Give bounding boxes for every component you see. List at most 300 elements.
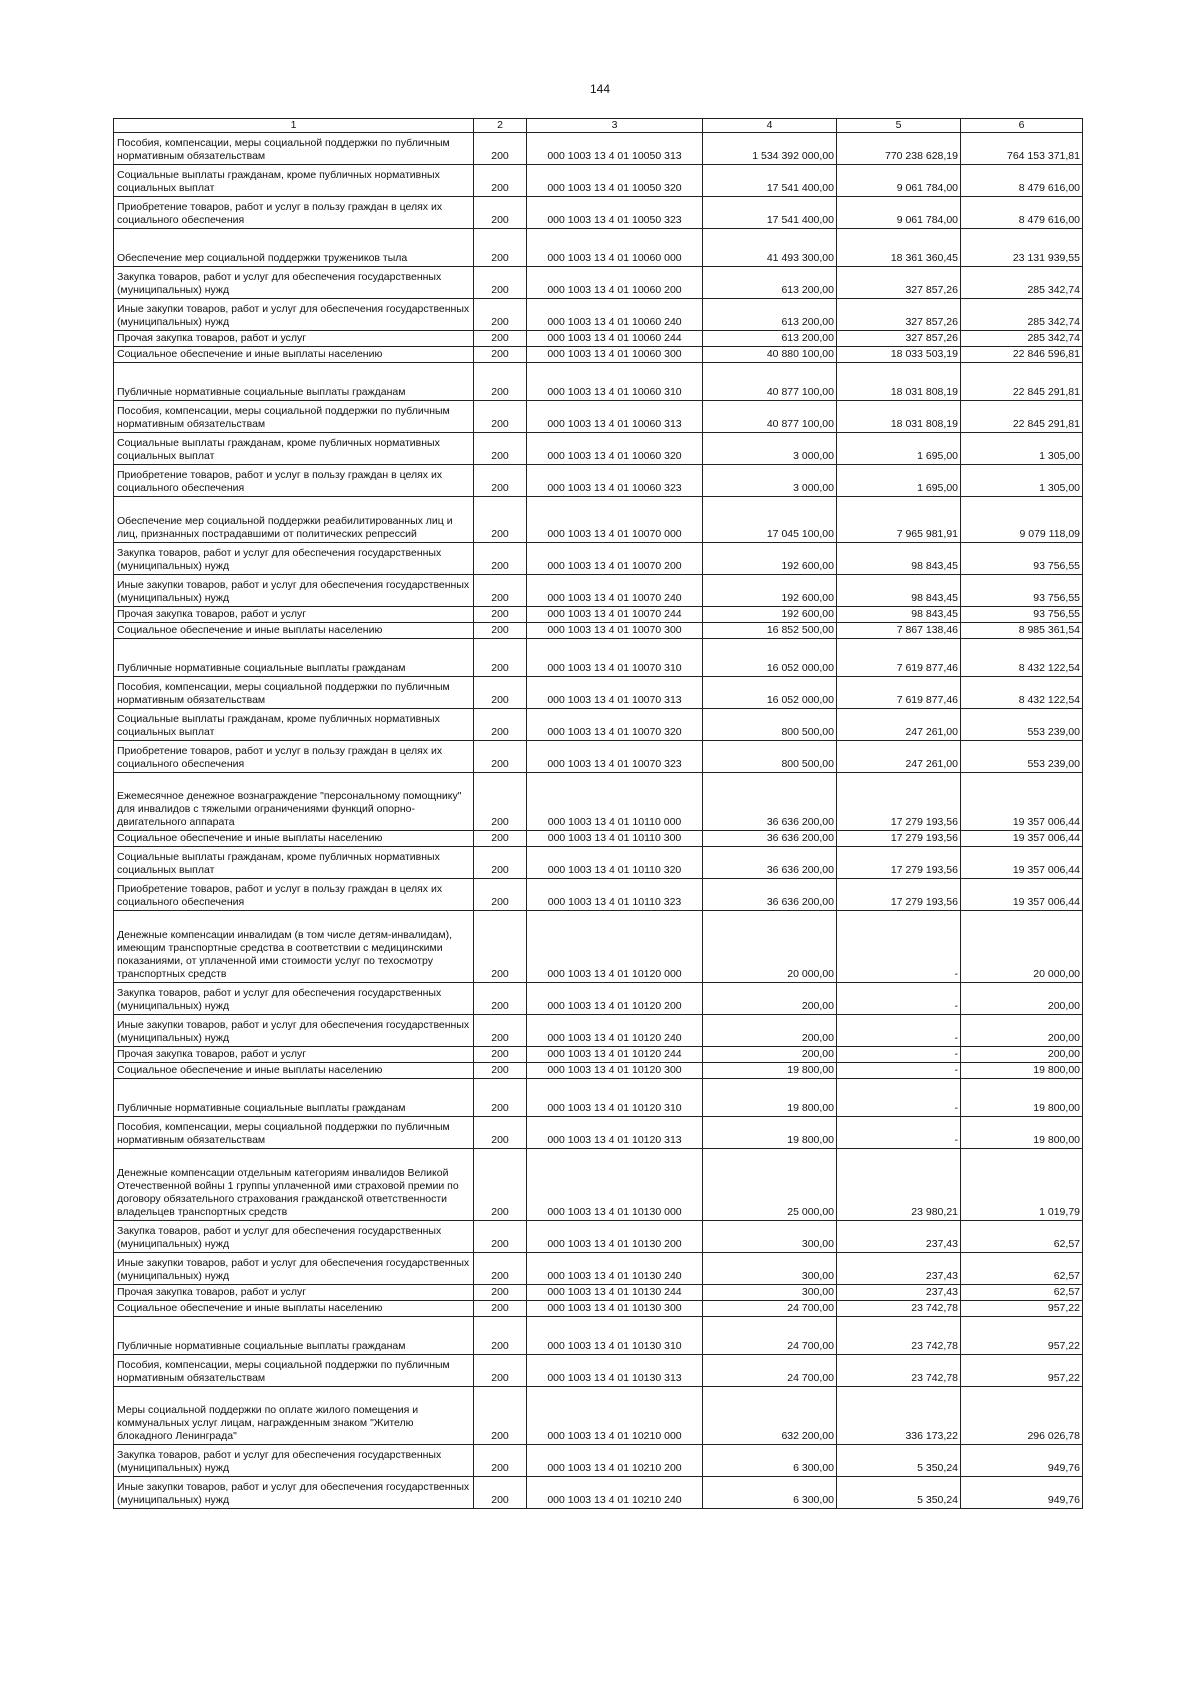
row-name: Приобретение товаров, работ и услуг в пользу граждан в целях их социального обеспечения [114, 741, 474, 773]
row-executed: 237,43 [837, 1285, 961, 1301]
table-row [114, 133, 1083, 165]
row-approved: 200,00 [703, 1047, 837, 1063]
row-budget-code: 000 1003 13 4 01 10060 200 [527, 267, 703, 299]
row-unexecuted: 93 756,55 [961, 575, 1083, 607]
table-row [114, 331, 1083, 347]
row-name: Социальные выплаты гражданам, кроме публичных нормативных социальных выплат [114, 165, 474, 197]
row-executed: 23 980,21 [837, 1149, 961, 1221]
row-approved: 192 600,00 [703, 607, 837, 623]
row-executed: 7 619 877,46 [837, 677, 961, 709]
row-line-code: 200 [474, 831, 527, 847]
row-line-code: 200 [474, 879, 527, 911]
row-approved: 6 300,00 [703, 1445, 837, 1477]
row-line-code: 200 [474, 1047, 527, 1063]
table-body [114, 133, 1083, 1509]
row-approved: 40 877 100,00 [703, 363, 837, 401]
row-budget-code: 000 1003 13 4 01 10070 200 [527, 543, 703, 575]
row-executed: 7 965 981,91 [837, 497, 961, 543]
row-budget-code: 000 1003 13 4 01 10060 300 [527, 347, 703, 363]
row-budget-code: 000 1003 13 4 01 10120 300 [527, 1063, 703, 1079]
row-line-code: 200 [474, 575, 527, 607]
row-line-code: 200 [474, 433, 527, 465]
header-col-4: 4 [703, 119, 837, 133]
row-executed: - [837, 1015, 961, 1047]
row-line-code: 200 [474, 677, 527, 709]
row-executed: 18 031 808,19 [837, 363, 961, 401]
row-line-code: 200 [474, 465, 527, 497]
row-name: Иные закупки товаров, работ и услуг для обеспечения государственных (муниципальных) нужд [114, 299, 474, 331]
row-approved: 800 500,00 [703, 709, 837, 741]
row-executed: 17 279 193,56 [837, 831, 961, 847]
table-row [114, 1117, 1083, 1149]
row-approved: 36 636 200,00 [703, 879, 837, 911]
row-name: Закупка товаров, работ и услуг для обеспечения государственных (муниципальных) нужд [114, 1221, 474, 1253]
row-executed: 17 279 193,56 [837, 847, 961, 879]
row-approved: 613 200,00 [703, 331, 837, 347]
row-name: Пособия, компенсации, меры социальной поддержки по публичным нормативным обязательствам [114, 133, 474, 165]
row-approved: 40 877 100,00 [703, 401, 837, 433]
row-approved: 19 800,00 [703, 1079, 837, 1117]
table-row [114, 1079, 1083, 1117]
row-budget-code: 000 1003 13 4 01 10110 000 [527, 773, 703, 831]
row-line-code: 200 [474, 267, 527, 299]
row-line-code: 200 [474, 847, 527, 879]
row-unexecuted: 19 800,00 [961, 1063, 1083, 1079]
row-name: Публичные нормативные социальные выплаты гражданам [114, 1079, 474, 1117]
row-name: Закупка товаров, работ и услуг для обеспечения государственных (муниципальных) нужд [114, 1445, 474, 1477]
row-approved: 3 000,00 [703, 433, 837, 465]
row-unexecuted: 19 357 006,44 [961, 879, 1083, 911]
row-unexecuted: 1 305,00 [961, 433, 1083, 465]
row-unexecuted: 93 756,55 [961, 607, 1083, 623]
row-approved: 192 600,00 [703, 543, 837, 575]
row-line-code: 200 [474, 1285, 527, 1301]
row-name: Социальные выплаты гражданам, кроме публичных нормативных социальных выплат [114, 709, 474, 741]
row-name: Приобретение товаров, работ и услуг в пользу граждан в целях их социального обеспечения [114, 465, 474, 497]
row-name: Прочая закупка товаров, работ и услуг [114, 607, 474, 623]
row-unexecuted: 285 342,74 [961, 331, 1083, 347]
row-budget-code: 000 1003 13 4 01 10130 244 [527, 1285, 703, 1301]
row-approved: 25 000,00 [703, 1149, 837, 1221]
row-budget-code: 000 1003 13 4 01 10130 300 [527, 1301, 703, 1317]
row-approved: 613 200,00 [703, 299, 837, 331]
row-name: Закупка товаров, работ и услуг для обеспечения государственных (муниципальных) нужд [114, 543, 474, 575]
row-executed: 247 261,00 [837, 709, 961, 741]
row-unexecuted: 1 019,79 [961, 1149, 1083, 1221]
row-budget-code: 000 1003 13 4 01 10120 000 [527, 911, 703, 983]
row-budget-code: 000 1003 13 4 01 10210 200 [527, 1445, 703, 1477]
row-name: Социальные выплаты гражданам, кроме публичных нормативных социальных выплат [114, 433, 474, 465]
row-executed: 327 857,26 [837, 331, 961, 347]
row-name: Пособия, компенсации, меры социальной поддержки по публичным нормативным обязательствам [114, 677, 474, 709]
row-unexecuted: 553 239,00 [961, 709, 1083, 741]
header-row [114, 119, 1083, 133]
row-line-code: 200 [474, 1387, 527, 1445]
row-name: Публичные нормативные социальные выплаты гражданам [114, 363, 474, 401]
row-approved: 41 493 300,00 [703, 229, 837, 267]
table-row [114, 575, 1083, 607]
row-executed: 23 742,78 [837, 1317, 961, 1355]
row-approved: 19 800,00 [703, 1117, 837, 1149]
row-executed: 770 238 628,19 [837, 133, 961, 165]
row-executed: 18 031 808,19 [837, 401, 961, 433]
row-approved: 24 700,00 [703, 1301, 837, 1317]
row-approved: 613 200,00 [703, 267, 837, 299]
row-approved: 17 541 400,00 [703, 165, 837, 197]
row-executed: - [837, 983, 961, 1015]
table-row [114, 543, 1083, 575]
table-row [114, 1253, 1083, 1285]
row-line-code: 200 [474, 331, 527, 347]
table-row [114, 1387, 1083, 1445]
row-unexecuted: 19 800,00 [961, 1079, 1083, 1117]
row-line-code: 200 [474, 299, 527, 331]
row-budget-code: 000 1003 13 4 01 10070 244 [527, 607, 703, 623]
row-name: Денежные компенсации инвалидам (в том числе детям-инвалидам), имеющим транспортные средства в соответствии с медицинскими показаниями, от уплаченной ими стоимости услуг по техосмотру транспортных средств [114, 911, 474, 983]
row-line-code: 200 [474, 983, 527, 1015]
row-approved: 16 852 500,00 [703, 623, 837, 639]
row-line-code: 200 [474, 1015, 527, 1047]
row-approved: 19 800,00 [703, 1063, 837, 1079]
row-unexecuted: 23 131 939,55 [961, 229, 1083, 267]
row-name: Иные закупки товаров, работ и услуг для обеспечения государственных (муниципальных) нужд [114, 575, 474, 607]
row-line-code: 200 [474, 1445, 527, 1477]
row-line-code: 200 [474, 543, 527, 575]
row-unexecuted: 8 432 122,54 [961, 677, 1083, 709]
row-executed: 23 742,78 [837, 1355, 961, 1387]
row-budget-code: 000 1003 13 4 01 10070 313 [527, 677, 703, 709]
row-name: Ежемесячное денежное вознаграждение "персональному помощнику" для инвалидов с тяжелыми ограничениями функций опорно-двигательного аппарата [114, 773, 474, 831]
row-unexecuted: 8 432 122,54 [961, 639, 1083, 677]
table-row [114, 1355, 1083, 1387]
row-executed: - [837, 1047, 961, 1063]
row-line-code: 200 [474, 1117, 527, 1149]
row-budget-code: 000 1003 13 4 01 10070 240 [527, 575, 703, 607]
row-unexecuted: 8 479 616,00 [961, 197, 1083, 229]
row-name: Закупка товаров, работ и услуг для обеспечения государственных (муниципальных) нужд [114, 983, 474, 1015]
table-row [114, 433, 1083, 465]
row-budget-code: 000 1003 13 4 01 10110 323 [527, 879, 703, 911]
row-approved: 192 600,00 [703, 575, 837, 607]
row-line-code: 200 [474, 165, 527, 197]
row-budget-code: 000 1003 13 4 01 10060 320 [527, 433, 703, 465]
table-row [114, 1317, 1083, 1355]
row-line-code: 200 [474, 1477, 527, 1509]
row-budget-code: 000 1003 13 4 01 10070 320 [527, 709, 703, 741]
row-approved: 36 636 200,00 [703, 831, 837, 847]
row-unexecuted: 957,22 [961, 1355, 1083, 1387]
row-name: Денежные компенсации отдельным категориям инвалидов Великой Отечественной войны 1 группы уплаченной ими страховой премии по договору обязательного страхования гражданской ответственности владельцев транспортных средств [114, 1149, 474, 1221]
row-line-code: 200 [474, 1149, 527, 1221]
row-name: Социальное обеспечение и иные выплаты населению [114, 1063, 474, 1079]
row-executed: 18 361 360,45 [837, 229, 961, 267]
row-budget-code: 000 1003 13 4 01 10210 000 [527, 1387, 703, 1445]
row-name: Иные закупки товаров, работ и услуг для обеспечения государственных (муниципальных) нужд [114, 1015, 474, 1047]
row-executed: 327 857,26 [837, 299, 961, 331]
table-row [114, 1285, 1083, 1301]
row-unexecuted: 949,76 [961, 1477, 1083, 1509]
row-executed: 18 033 503,19 [837, 347, 961, 363]
row-approved: 200,00 [703, 983, 837, 1015]
row-budget-code: 000 1003 13 4 01 10120 310 [527, 1079, 703, 1117]
row-line-code: 200 [474, 607, 527, 623]
row-budget-code: 000 1003 13 4 01 10130 313 [527, 1355, 703, 1387]
row-line-code: 200 [474, 911, 527, 983]
row-approved: 17 541 400,00 [703, 197, 837, 229]
table-row [114, 831, 1083, 847]
row-budget-code: 000 1003 13 4 01 10060 310 [527, 363, 703, 401]
header-col-6: 6 [961, 119, 1083, 133]
table-row [114, 677, 1083, 709]
table-row [114, 639, 1083, 677]
row-budget-code: 000 1003 13 4 01 10050 313 [527, 133, 703, 165]
row-executed: - [837, 911, 961, 983]
row-line-code: 200 [474, 773, 527, 831]
row-executed: 5 350,24 [837, 1445, 961, 1477]
table-row [114, 1221, 1083, 1253]
row-executed: 17 279 193,56 [837, 773, 961, 831]
row-approved: 632 200,00 [703, 1387, 837, 1445]
row-unexecuted: 8 479 616,00 [961, 165, 1083, 197]
table-row [114, 363, 1083, 401]
row-name: Прочая закупка товаров, работ и услуг [114, 331, 474, 347]
row-line-code: 200 [474, 229, 527, 267]
row-unexecuted: 62,57 [961, 1221, 1083, 1253]
row-line-code: 200 [474, 363, 527, 401]
row-unexecuted: 22 845 291,81 [961, 401, 1083, 433]
row-line-code: 200 [474, 197, 527, 229]
row-executed: 1 695,00 [837, 433, 961, 465]
table-row [114, 709, 1083, 741]
row-unexecuted: 200,00 [961, 1047, 1083, 1063]
row-name: Меры социальной поддержки по оплате жилого помещения и коммунальных услуг лицам, награжденным знаком "Жителю блокадного Ленинграда" [114, 1387, 474, 1445]
row-name: Пособия, компенсации, меры социальной поддержки по публичным нормативным обязательствам [114, 1355, 474, 1387]
row-budget-code: 000 1003 13 4 01 10070 323 [527, 741, 703, 773]
row-executed: - [837, 1079, 961, 1117]
header-col-1: 1 [114, 119, 474, 133]
row-unexecuted: 19 800,00 [961, 1117, 1083, 1149]
table-row [114, 229, 1083, 267]
row-budget-code: 000 1003 13 4 01 10060 240 [527, 299, 703, 331]
row-unexecuted: 296 026,78 [961, 1387, 1083, 1445]
row-unexecuted: 285 342,74 [961, 267, 1083, 299]
row-name: Публичные нормативные социальные выплаты гражданам [114, 1317, 474, 1355]
row-name: Пособия, компенсации, меры социальной поддержки по публичным нормативным обязательствам [114, 1117, 474, 1149]
row-unexecuted: 19 357 006,44 [961, 847, 1083, 879]
row-name: Социальное обеспечение и иные выплаты населению [114, 1301, 474, 1317]
table-row [114, 465, 1083, 497]
row-unexecuted: 8 985 361,54 [961, 623, 1083, 639]
row-approved: 800 500,00 [703, 741, 837, 773]
row-unexecuted: 553 239,00 [961, 741, 1083, 773]
table-row [114, 1445, 1083, 1477]
budget-table [113, 118, 1083, 1509]
row-name: Иные закупки товаров, работ и услуг для обеспечения государственных (муниципальных) нужд [114, 1477, 474, 1509]
row-budget-code: 000 1003 13 4 01 10070 300 [527, 623, 703, 639]
row-name: Пособия, компенсации, меры социальной поддержки по публичным нормативным обязательствам [114, 401, 474, 433]
row-line-code: 200 [474, 1063, 527, 1079]
row-budget-code: 000 1003 13 4 01 10060 313 [527, 401, 703, 433]
row-unexecuted: 949,76 [961, 1445, 1083, 1477]
table-row [114, 267, 1083, 299]
row-unexecuted: 285 342,74 [961, 299, 1083, 331]
row-approved: 24 700,00 [703, 1317, 837, 1355]
row-name: Социальное обеспечение и иные выплаты населению [114, 347, 474, 363]
row-budget-code: 000 1003 13 4 01 10070 000 [527, 497, 703, 543]
row-line-code: 200 [474, 709, 527, 741]
row-name: Публичные нормативные социальные выплаты гражданам [114, 639, 474, 677]
table-row [114, 847, 1083, 879]
row-budget-code: 000 1003 13 4 01 10060 244 [527, 331, 703, 347]
table-row [114, 773, 1083, 831]
row-line-code: 200 [474, 1253, 527, 1285]
row-line-code: 200 [474, 623, 527, 639]
row-name: Обеспечение мер социальной поддержки реабилитированных лиц и лиц, признанных пострадавшими от политических репрессий [114, 497, 474, 543]
row-unexecuted: 93 756,55 [961, 543, 1083, 575]
table-row [114, 165, 1083, 197]
row-line-code: 200 [474, 401, 527, 433]
row-unexecuted: 22 846 596,81 [961, 347, 1083, 363]
row-unexecuted: 9 079 118,09 [961, 497, 1083, 543]
row-executed: 17 279 193,56 [837, 879, 961, 911]
table-row [114, 741, 1083, 773]
row-approved: 6 300,00 [703, 1477, 837, 1509]
row-approved: 17 045 100,00 [703, 497, 837, 543]
row-approved: 300,00 [703, 1221, 837, 1253]
row-executed: 5 350,24 [837, 1477, 961, 1509]
row-unexecuted: 62,57 [961, 1253, 1083, 1285]
row-budget-code: 000 1003 13 4 01 10120 240 [527, 1015, 703, 1047]
row-executed: 23 742,78 [837, 1301, 961, 1317]
row-budget-code: 000 1003 13 4 01 10050 323 [527, 197, 703, 229]
header-col-5: 5 [837, 119, 961, 133]
row-executed: 327 857,26 [837, 267, 961, 299]
row-executed: 7 867 138,46 [837, 623, 961, 639]
row-executed: 9 061 784,00 [837, 165, 961, 197]
row-budget-code: 000 1003 13 4 01 10120 200 [527, 983, 703, 1015]
row-executed: 247 261,00 [837, 741, 961, 773]
row-approved: 3 000,00 [703, 465, 837, 497]
table-row [114, 983, 1083, 1015]
table-row [114, 1063, 1083, 1079]
table-row [114, 1047, 1083, 1063]
row-line-code: 200 [474, 1221, 527, 1253]
row-approved: 36 636 200,00 [703, 847, 837, 879]
row-approved: 300,00 [703, 1253, 837, 1285]
table-row [114, 623, 1083, 639]
row-approved: 36 636 200,00 [703, 773, 837, 831]
header-col-2: 2 [474, 119, 527, 133]
table-row [114, 347, 1083, 363]
row-executed: 1 695,00 [837, 465, 961, 497]
page-number: 144 [589, 82, 611, 96]
row-budget-code: 000 1003 13 4 01 10060 000 [527, 229, 703, 267]
row-line-code: 200 [474, 1079, 527, 1117]
row-unexecuted: 20 000,00 [961, 911, 1083, 983]
row-unexecuted: 957,22 [961, 1301, 1083, 1317]
row-executed: 237,43 [837, 1253, 961, 1285]
row-name: Закупка товаров, работ и услуг для обеспечения государственных (муниципальных) нужд [114, 267, 474, 299]
row-budget-code: 000 1003 13 4 01 10130 310 [527, 1317, 703, 1355]
table-row [114, 879, 1083, 911]
table-row [114, 497, 1083, 543]
row-budget-code: 000 1003 13 4 01 10050 320 [527, 165, 703, 197]
table-row [114, 911, 1083, 983]
row-name: Обеспечение мер социальной поддержки тружеников тыла [114, 229, 474, 267]
row-name: Социальные выплаты гражданам, кроме публичных нормативных социальных выплат [114, 847, 474, 879]
row-line-code: 200 [474, 1355, 527, 1387]
row-unexecuted: 764 153 371,81 [961, 133, 1083, 165]
row-name: Иные закупки товаров, работ и услуг для обеспечения государственных (муниципальных) нужд [114, 1253, 474, 1285]
table-row [114, 1015, 1083, 1047]
row-budget-code: 000 1003 13 4 01 10060 323 [527, 465, 703, 497]
row-line-code: 200 [474, 741, 527, 773]
row-budget-code: 000 1003 13 4 01 10130 000 [527, 1149, 703, 1221]
row-name: Социальное обеспечение и иные выплаты населению [114, 623, 474, 639]
row-budget-code: 000 1003 13 4 01 10130 240 [527, 1253, 703, 1285]
table-row [114, 401, 1083, 433]
row-executed: - [837, 1063, 961, 1079]
row-approved: 200,00 [703, 1015, 837, 1047]
row-budget-code: 000 1003 13 4 01 10120 313 [527, 1117, 703, 1149]
header-col-3: 3 [527, 119, 703, 133]
row-name: Социальное обеспечение и иные выплаты населению [114, 831, 474, 847]
row-executed: 98 843,45 [837, 607, 961, 623]
row-name: Приобретение товаров, работ и услуг в пользу граждан в целях их социального обеспечения [114, 197, 474, 229]
row-approved: 16 052 000,00 [703, 639, 837, 677]
table-row [114, 197, 1083, 229]
row-unexecuted: 1 305,00 [961, 465, 1083, 497]
row-executed: 9 061 784,00 [837, 197, 961, 229]
table-row [114, 1477, 1083, 1509]
row-budget-code: 000 1003 13 4 01 10070 310 [527, 639, 703, 677]
row-unexecuted: 200,00 [961, 983, 1083, 1015]
row-line-code: 200 [474, 1317, 527, 1355]
row-name: Прочая закупка товаров, работ и услуг [114, 1047, 474, 1063]
row-unexecuted: 200,00 [961, 1015, 1083, 1047]
row-name: Прочая закупка товаров, работ и услуг [114, 1285, 474, 1301]
row-line-code: 200 [474, 497, 527, 543]
row-executed: 336 173,22 [837, 1387, 961, 1445]
row-line-code: 200 [474, 639, 527, 677]
table-row [114, 607, 1083, 623]
row-line-code: 200 [474, 347, 527, 363]
row-unexecuted: 62,57 [961, 1285, 1083, 1301]
row-budget-code: 000 1003 13 4 01 10210 240 [527, 1477, 703, 1509]
row-unexecuted: 19 357 006,44 [961, 773, 1083, 831]
row-unexecuted: 957,22 [961, 1317, 1083, 1355]
row-line-code: 200 [474, 133, 527, 165]
table-row [114, 1301, 1083, 1317]
row-line-code: 200 [474, 1301, 527, 1317]
table-row [114, 1149, 1083, 1221]
row-executed: 98 843,45 [837, 543, 961, 575]
row-approved: 20 000,00 [703, 911, 837, 983]
row-budget-code: 000 1003 13 4 01 10110 320 [527, 847, 703, 879]
row-budget-code: 000 1003 13 4 01 10130 200 [527, 1221, 703, 1253]
row-approved: 1 534 392 000,00 [703, 133, 837, 165]
row-approved: 40 880 100,00 [703, 347, 837, 363]
row-unexecuted: 19 357 006,44 [961, 831, 1083, 847]
row-executed: 7 619 877,46 [837, 639, 961, 677]
row-approved: 16 052 000,00 [703, 677, 837, 709]
row-executed: - [837, 1117, 961, 1149]
row-executed: 237,43 [837, 1221, 961, 1253]
table-row [114, 299, 1083, 331]
row-budget-code: 000 1003 13 4 01 10110 300 [527, 831, 703, 847]
row-executed: 98 843,45 [837, 575, 961, 607]
row-approved: 24 700,00 [703, 1355, 837, 1387]
